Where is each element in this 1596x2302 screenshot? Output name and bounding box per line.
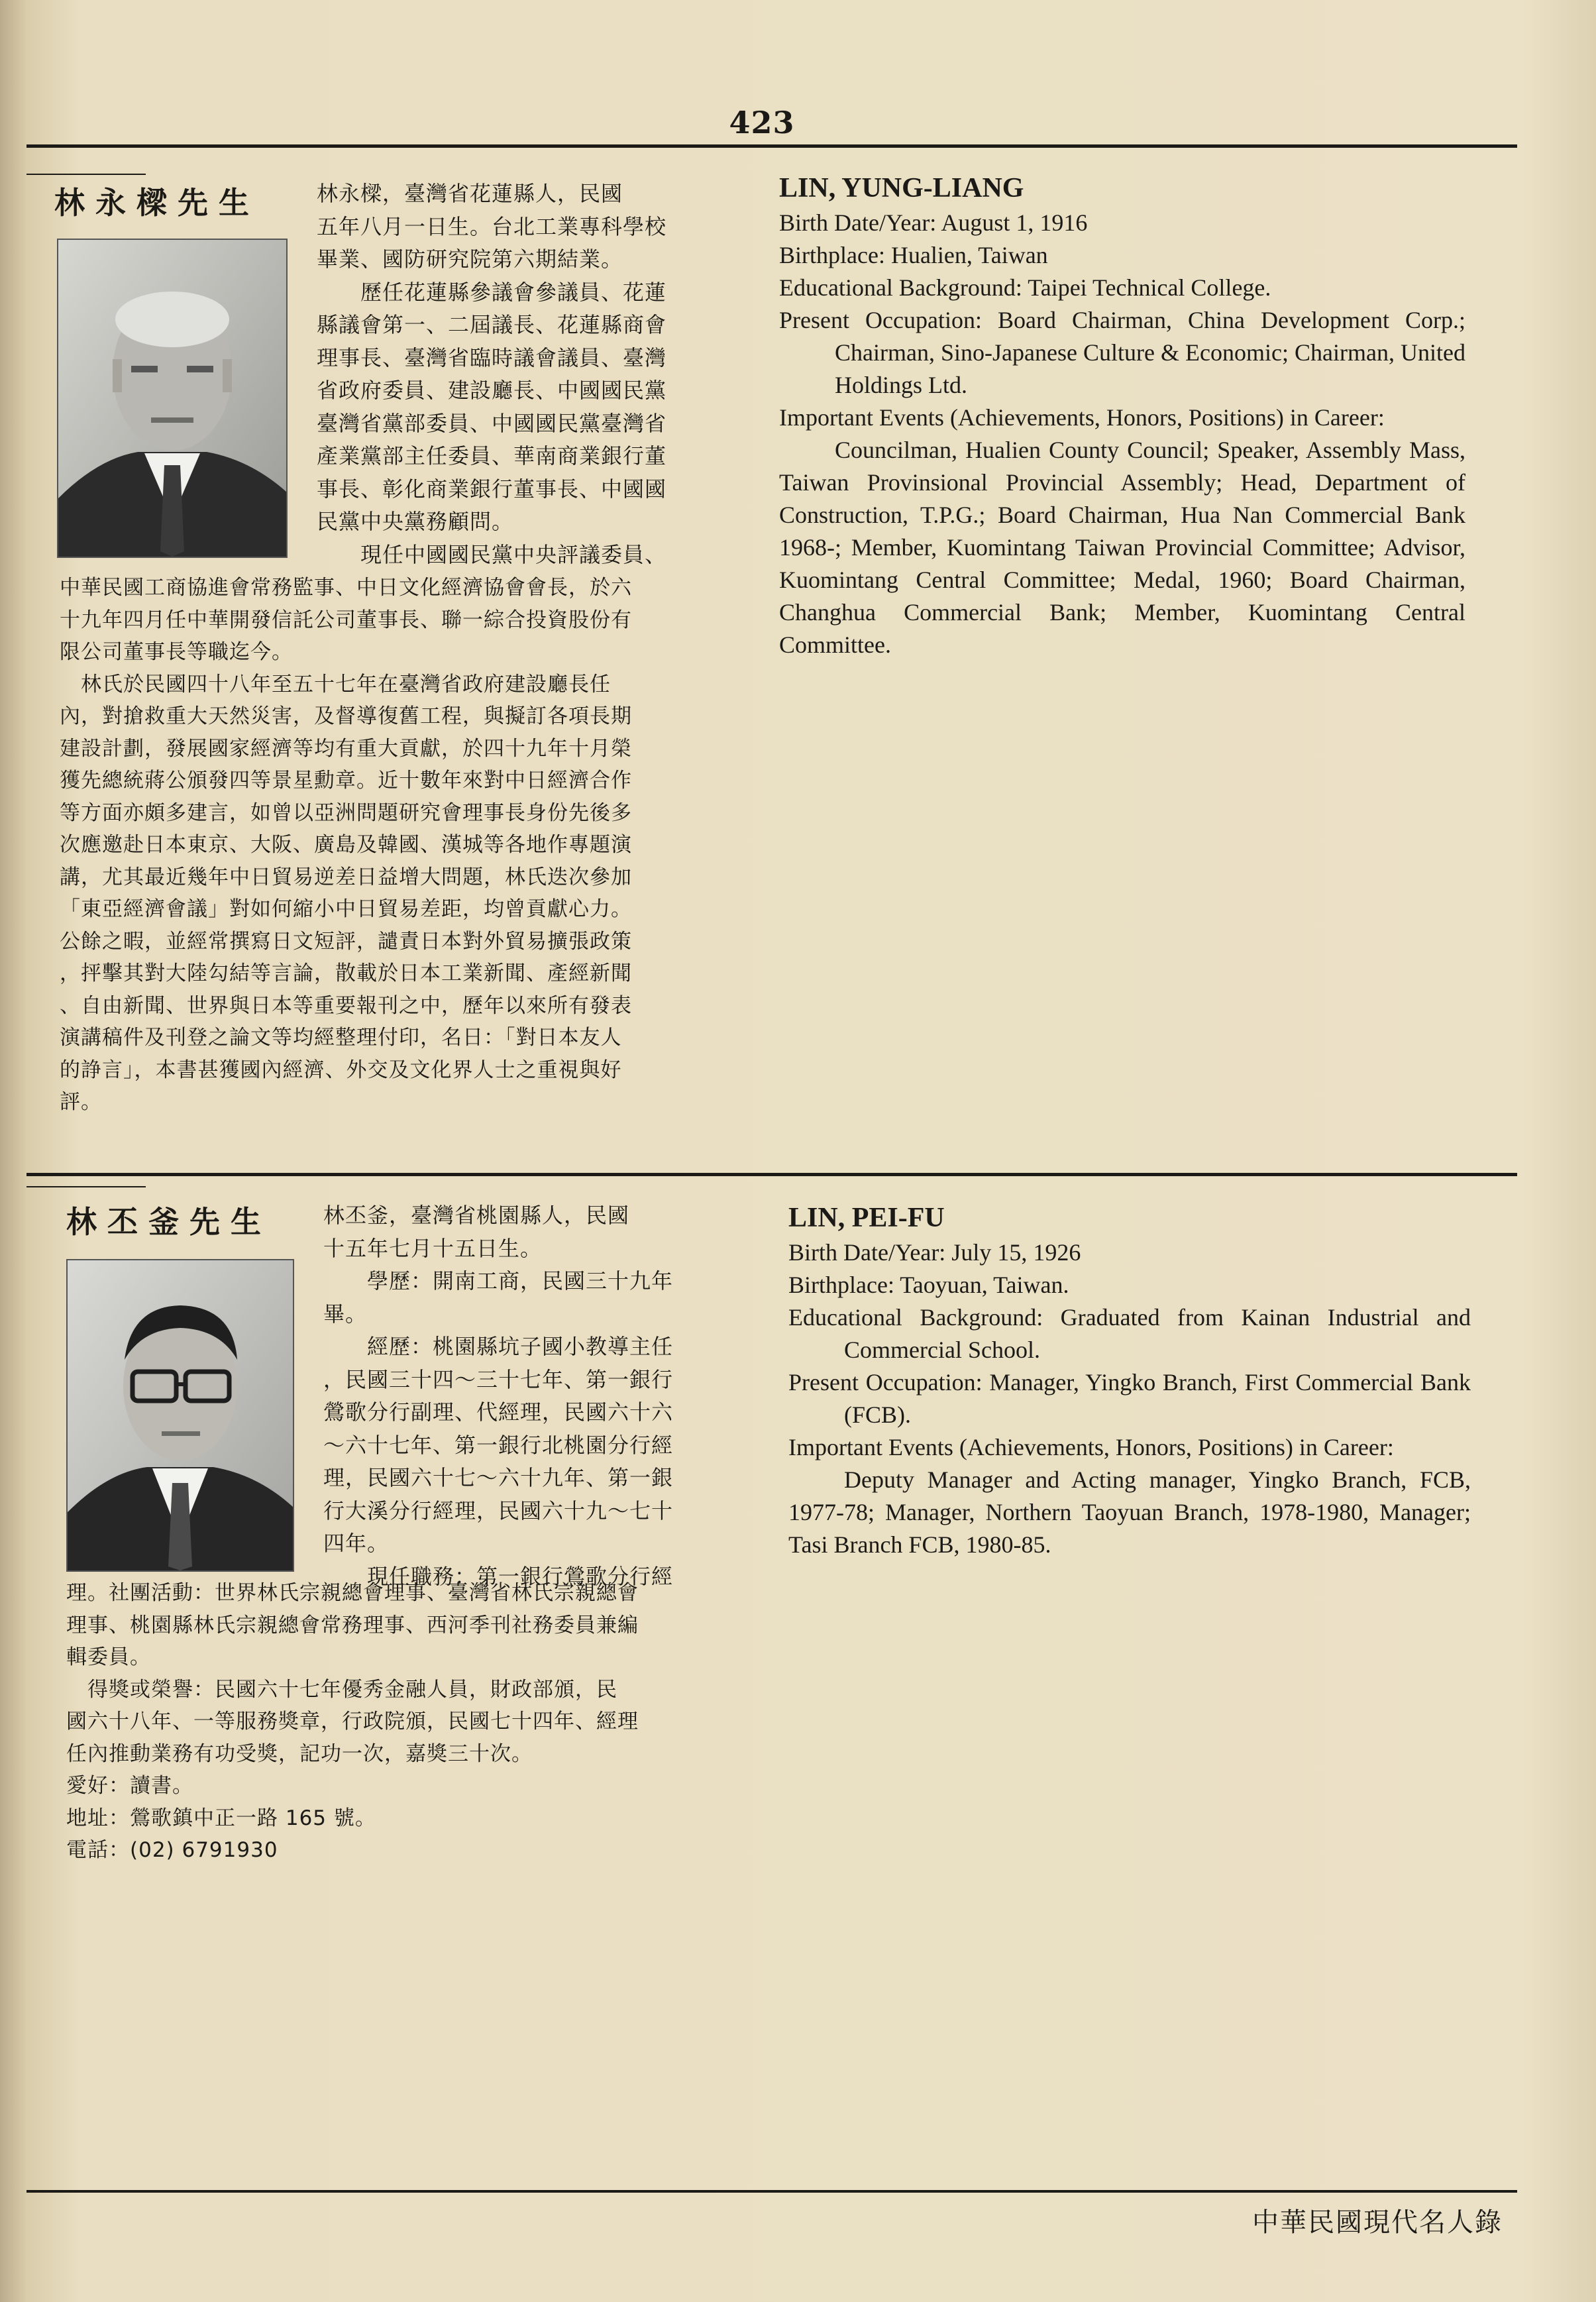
entry-2-occupation: Present Occupation: Manager, Yingko Branch, First Commercial Bank (FCB). [788, 1369, 1471, 1428]
bottom-rule [27, 2190, 1517, 2193]
page-number: 423 [729, 105, 795, 140]
entry-1-events-heading: Important Events (Achievements, Honors, Positions) in Career: [779, 404, 1385, 431]
entry-2-name-en: LIN, PEI-FU [788, 1203, 945, 1233]
entry-2-portrait [66, 1259, 294, 1572]
entry-2-rule [27, 1186, 146, 1187]
entry-2-events: Deputy Manager and Acting manager, Yingko Branch, FCB, 1977-78; Manager, Northern Taoyuan Branch, 1978-1980, Manager; Tasi Branch FCB, 1980-85. [788, 1466, 1471, 1558]
entry-1-name-en: LIN, YUNG-LIANG [779, 173, 1024, 203]
entry-2-birth-date: Birth Date/Year: July 15, 1926 [788, 1239, 1081, 1266]
top-rule [27, 144, 1517, 148]
entry-1-birthplace: Birthplace: Hualien, Taiwan [779, 242, 1048, 268]
entry-1-birth-date: Birth Date/Year: August 1, 1916 [779, 209, 1088, 236]
entry-2-education: Educational Background: Graduated from Kainan Industrial and Commercial School. [788, 1304, 1471, 1363]
entry-2-english [788, 1201, 1471, 1561]
entry-1-education: Educational Background: Taipei Technical College. [779, 274, 1271, 301]
portrait-photo [68, 1260, 293, 1570]
entry-1-occupation: Present Occupation: Board Chairman, China Development Corp.; Chairman, Sino-Japanese Culture & Economic; Chairman, United Holdings Ltd. [779, 307, 1465, 398]
entry-1-english [779, 171, 1465, 661]
entry-2-bio-zh-continued: 理。社團活動：世界林氏宗親總會理事、臺灣省林氏宗親總會 理事、桃園縣林氏宗親總會常務理事、西河季刊社務委員兼編 輯委員。 得獎或榮譽：民國六十七年優秀金融人員，財政部頒，民 國六十八年、一等服務獎章，行政院頒，民國七十四年、經理 任內推動業務有功受獎，記功一次，嘉獎三十次。 愛好：讀書。 地址：鶯歌鎮中正一路 165 號。 電話：(02) 6791930 [66, 1581, 639, 1862]
entry-2-bio-zh: 林丕釜，臺灣省桃園縣人，民國 十五年七月十五日生。 學歷：開南工商，民國三十九年 畢。 經歷：桃園縣坑子國小教導主任 ，民國三十四～三十七年、第一銀行 鶯歌分行副理、代經理，民國六十六 ～六十七年、第一銀行北桃園分行經 理，民國六十七～六十九年、第一銀 行大溪分行經理，民國六十九～七十 四年。 現任職務：第一銀行鶯歌分行經 [323, 1203, 674, 1589]
portrait-photo [58, 240, 286, 557]
middle-rule [27, 1173, 1517, 1176]
entry-1-portrait [57, 239, 288, 558]
entry-1-rule [27, 174, 146, 175]
entry-2-birthplace: Birthplace: Taoyuan, Taiwan. [788, 1272, 1069, 1298]
book-title-footer: 中華民國現代名人錄 [1252, 2207, 1503, 2238]
entry-1-events: Councilman, Hualien County Council; Speaker, Assembly Mass, Taiwan Provinsional Provincial Assembly; Head, Department of Construction, T.P.G.; Board Chairman, Hua Nan Commercial Bank 1968-; Member, Kuomintang Taiwan Provincial Committee; Advisor, Kuomintang Central Committee; Medal, 1960; Board Chairman, Changhua Commercial Bank; Member, Kuomintang Central Committee. [779, 437, 1465, 658]
entry-1-name-zh: 林永樑先生 [54, 185, 260, 221]
entry-1-bio-zh: 林永樑，臺灣省花蓮縣人，民國 五年八月一日生。台北工業專科學校 畢業、國防研究院第六期結業。 歷任花蓮縣參議會參議員、花蓮 縣議會第一、二屆議長、花蓮縣商會 理事長、臺灣省臨時議會議員、臺灣 省政府委員、建設廳長、中國國民黨 臺灣省黨部委員、中國國民黨臺灣省 產業黨部主任委員、華南商業銀行董 事長、彰化商業銀行董事長、中國國 民黨中央黨務顧問。 現任中國國民黨中央評議委員、 [317, 181, 667, 567]
entry-2-events-heading: Important Events (Achievements, Honors, Positions) in Career: [788, 1434, 1394, 1460]
entry-1-bio-zh-continued: 中華民國工商協進會常務監事、中日文化經濟協會會長，於六 十九年四月任中華開發信託公司董事長、聯一綜合投資股份有 限公司董事長等職迄今。 林氏於民國四十八年至五十七年在臺灣省政府建設廳長任 內，對搶救重大天然災害，及督導復舊工程，與擬訂各項長期 建設計劃，發展國家經濟等均有重大貢獻，於四十九年十月榮 獲先總統蔣公頒發四等景星勳章。近十數年來對中日經濟合作 等方面亦頗多建言，如曾以亞洲問題研究會理事長身份先後多 次應邀赴日本東京、大阪、廣島及韓國、漢城等各地作專題演 講，尤其最近幾年中日貿易逆差日益增大問題，林氏迭次參加 「東亞經濟會議」對如何縮小中日貿易差距，均曾貢獻心力。 公餘之暇，並經常撰寫日文短評，譴責日本對外貿易擴張政策 ，抨擊其對大陸勾結等言論，散載於日本工業新聞、產經新聞 、自由新聞、世界與日本等重要報刊之中，歷年以來所有發表 演講稿件及刊登之論文等均經整理付印，名日：「對日本友人 的諍言」，本書甚獲國內經濟、外交及文化界人士之重視與好 評。 [60, 576, 632, 1114]
entry-2-name-zh: 林丕釜先生 [66, 1204, 272, 1240]
